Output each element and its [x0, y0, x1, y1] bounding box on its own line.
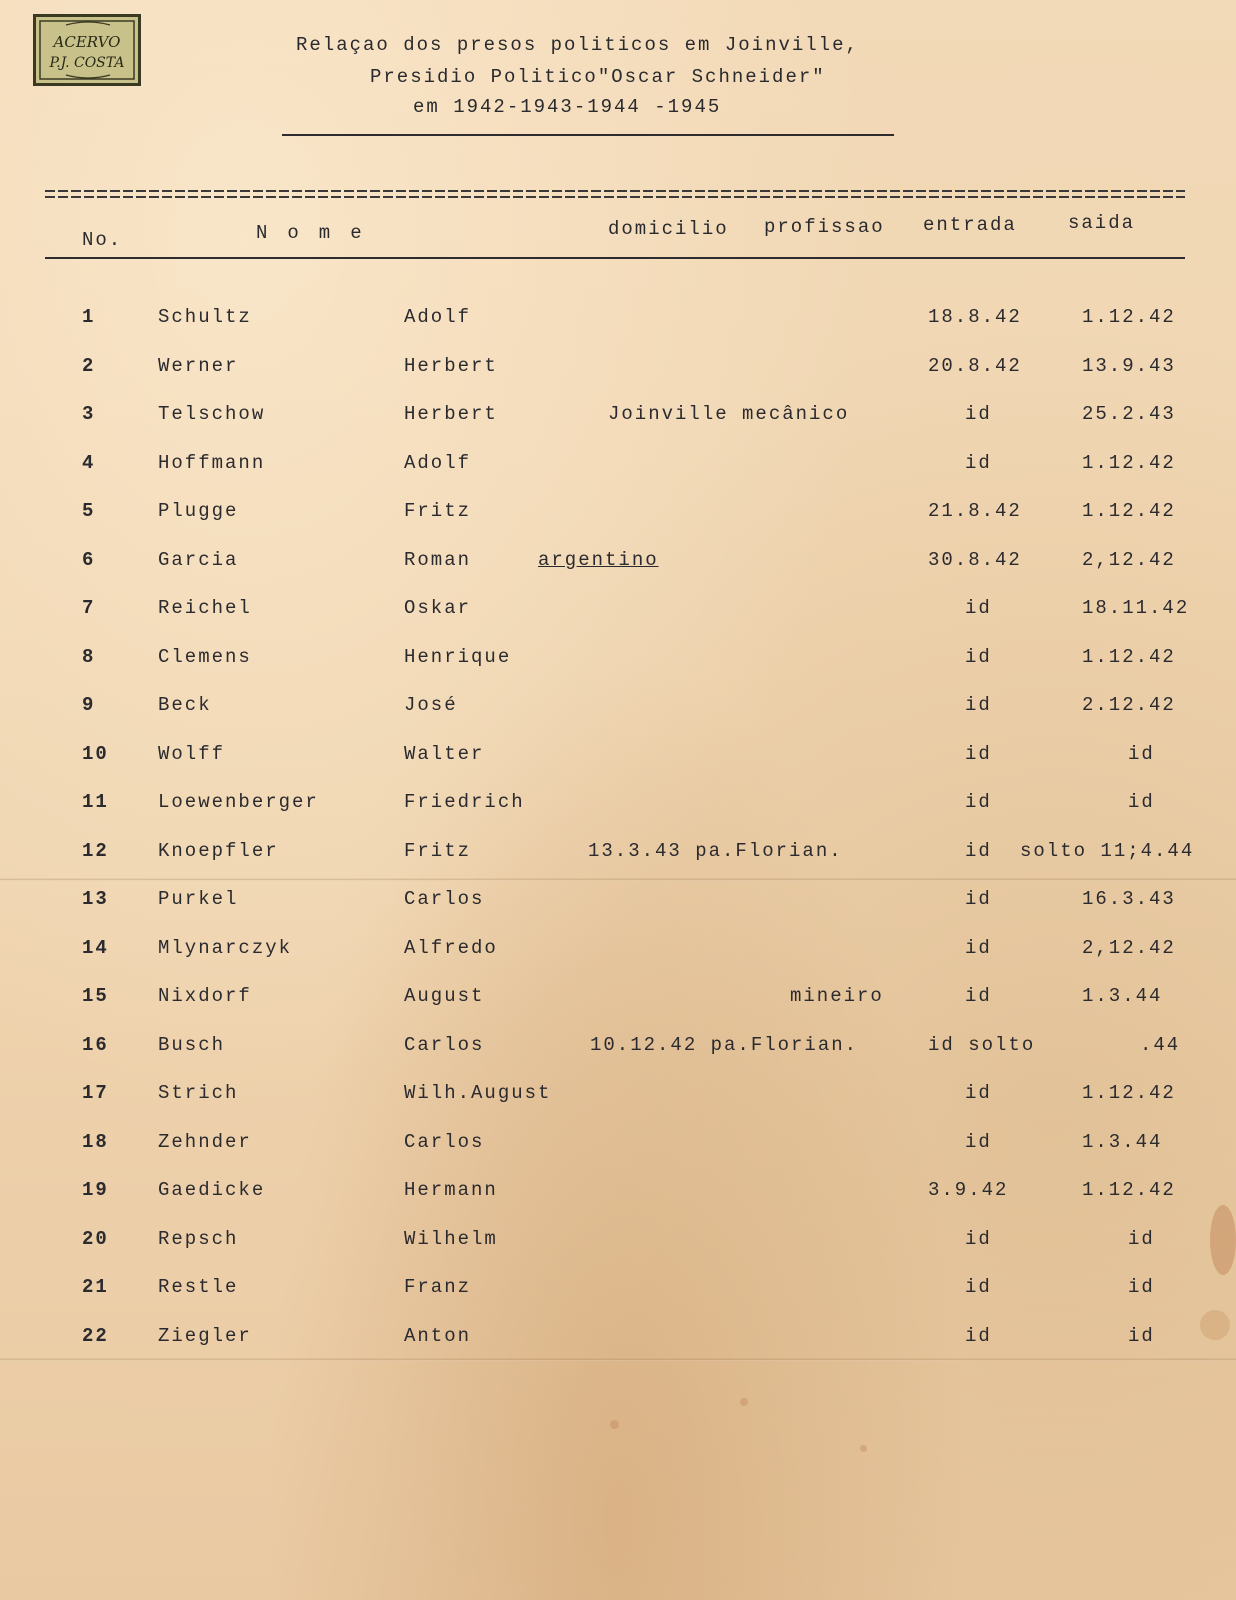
saida-cell: 1.12.42: [1082, 306, 1176, 328]
surname-cell: Nixdorf: [158, 985, 252, 1007]
title-line-3: em 1942-1943-1944 -1945: [413, 96, 722, 118]
first-name-cell: Henrique: [404, 645, 512, 668]
row-number: 20: [82, 1227, 109, 1250]
table-row: [0, 1325, 1236, 1355]
first-name-cell: Oskar: [404, 597, 472, 619]
first-name-cell: Friedrich: [404, 791, 525, 813]
entrada-cell: id: [965, 1324, 992, 1347]
first-name-cell: Roman: [404, 548, 472, 571]
surname-cell: Mlynarczyk: [158, 936, 293, 959]
table-row: [0, 791, 1236, 821]
table-row: [0, 1034, 1236, 1064]
surname-cell: Strich: [158, 1082, 239, 1104]
stamp-line-1: ACERVO: [53, 33, 121, 51]
saida-cell: 13.9.43: [1082, 354, 1176, 377]
row-number: 21: [82, 1276, 109, 1298]
table-row: [0, 500, 1236, 530]
table-row: [0, 1179, 1236, 1209]
surname-cell: Clemens: [158, 645, 252, 668]
table-row: [0, 306, 1236, 336]
entrada-cell: id: [965, 888, 992, 910]
saida-cell: 25.2.43: [1082, 403, 1176, 425]
entrada-cell: 18.8.42: [928, 306, 1022, 328]
surname-cell: Restle: [158, 1276, 239, 1298]
table-row: [0, 355, 1236, 385]
entrada-cell: id: [965, 936, 992, 959]
row-number: 5: [82, 500, 96, 522]
first-name-cell: Carlos: [404, 888, 485, 910]
saida-cell: 1.3.44: [1082, 985, 1163, 1007]
paper-stain: [610, 1420, 619, 1429]
saida-cell: 18.11.42: [1082, 597, 1190, 619]
saida-cell: .44: [1140, 1033, 1181, 1056]
row-number: 16: [82, 1033, 109, 1056]
table-row: [0, 743, 1236, 773]
row-number: 4: [82, 451, 96, 474]
entrada-cell: id: [965, 742, 992, 765]
row-number: 14: [82, 936, 109, 959]
stamp-line-2: P.J. COSTA: [49, 55, 125, 71]
entrada-cell: 30.8.42: [928, 548, 1022, 571]
note-cell: 10.12.42 pa.Florian.: [590, 1033, 859, 1056]
table-row: [0, 597, 1236, 627]
surname-cell: Wolff: [158, 742, 226, 765]
surname-cell: Ziegler: [158, 1324, 252, 1347]
first-name-cell: Adolf: [404, 451, 472, 474]
fold-crease: [0, 878, 1236, 881]
saida-cell: id: [1128, 1227, 1155, 1250]
table-row: [0, 1131, 1236, 1161]
row-number: 9: [82, 694, 96, 716]
saida-cell: id: [1128, 1276, 1155, 1298]
saida-cell: 2,12.42: [1082, 936, 1176, 959]
saida-cell: 2,12.42: [1082, 548, 1176, 571]
first-name-cell: Adolf: [404, 306, 472, 328]
table-row: [0, 452, 1236, 482]
entrada-cell: id: [965, 1082, 992, 1104]
surname-cell: Reichel: [158, 597, 252, 619]
entrada-cell: id: [965, 451, 992, 474]
surname-cell: Knoepfler: [158, 839, 279, 862]
first-name-cell: Walter: [404, 742, 485, 765]
first-name-cell: Anton: [404, 1324, 472, 1347]
first-name-cell: Franz: [404, 1276, 472, 1298]
entrada-cell: id: [965, 1227, 992, 1250]
note-cell: argentino: [538, 548, 659, 571]
row-number: 10: [82, 742, 109, 765]
table-row: [0, 549, 1236, 579]
note-cell: Joinville mecânico: [608, 403, 850, 425]
row-number: 3: [82, 403, 96, 425]
row-number: 2: [82, 354, 96, 377]
entrada-cell: id: [965, 1276, 992, 1298]
table-row: [0, 646, 1236, 676]
column-header-nome: Nome: [256, 222, 382, 244]
saida-cell: 16.3.43: [1082, 888, 1176, 910]
first-name-cell: Hermann: [404, 1179, 498, 1201]
table-row: [0, 1082, 1236, 1112]
saida-cell: id: [1128, 1324, 1155, 1347]
surname-cell: Beck: [158, 694, 212, 716]
column-header-profissao: profissao: [764, 216, 885, 238]
surname-cell: Werner: [158, 354, 239, 377]
first-name-cell: Carlos: [404, 1130, 485, 1153]
saida-cell: 1.12.42: [1082, 1082, 1176, 1104]
first-name-cell: Fritz: [404, 500, 472, 522]
saida-cell: id: [1128, 742, 1155, 765]
row-number: 12: [82, 839, 109, 862]
saida-cell: 2.12.42: [1082, 694, 1176, 716]
column-header-entrada: entrada: [923, 214, 1017, 236]
surname-cell: Telschow: [158, 403, 266, 425]
entrada-cell: id: [965, 1130, 992, 1153]
surname-cell: Hoffmann: [158, 451, 266, 474]
first-name-cell: Fritz: [404, 839, 472, 862]
saida-cell: 1.12.42: [1082, 451, 1176, 474]
row-number: 11: [82, 791, 109, 813]
table-row: [0, 1276, 1236, 1306]
header-bottom-rule: [45, 257, 1185, 259]
entrada-cell: id: [965, 597, 992, 619]
table-row: [0, 985, 1236, 1015]
saida-cell: 1.12.42: [1082, 645, 1176, 668]
row-number: 8: [82, 645, 96, 668]
saida-cell: solto 11;4.44: [1020, 839, 1195, 862]
title-line-2: Presidio Politico"Oscar Schneider": [370, 66, 826, 88]
surname-cell: Purkel: [158, 888, 239, 910]
entrada-cell: 21.8.42: [928, 500, 1022, 522]
row-number: 15: [82, 985, 109, 1007]
surname-cell: Gaedicke: [158, 1179, 266, 1201]
entrada-cell: id: [965, 694, 992, 716]
row-number: 6: [82, 548, 96, 571]
column-header-domicilio: domicilio: [608, 218, 729, 240]
surname-cell: Schultz: [158, 306, 252, 328]
fold-crease: [0, 1358, 1236, 1361]
row-number: 22: [82, 1324, 109, 1347]
row-number: 1: [82, 306, 96, 328]
entrada-cell: 3.9.42: [928, 1179, 1009, 1201]
first-name-cell: Herbert: [404, 354, 498, 377]
row-number: 18: [82, 1130, 109, 1153]
note-cell: mineiro: [790, 985, 884, 1007]
paper-stain: [860, 1445, 867, 1452]
first-name-cell: August: [404, 985, 485, 1007]
row-number: 17: [82, 1082, 109, 1104]
entrada-cell: id solto: [928, 1033, 1036, 1056]
saida-cell: 1.12.42: [1082, 500, 1176, 522]
surname-cell: Garcia: [158, 548, 239, 571]
table-row: [0, 840, 1236, 870]
paper-stain: [740, 1398, 748, 1406]
archive-stamp: [33, 14, 141, 86]
saida-cell: id: [1128, 791, 1155, 813]
entrada-cell: id: [965, 985, 992, 1007]
first-name-cell: José: [404, 694, 458, 716]
table-row: [0, 937, 1236, 967]
row-number: 7: [82, 597, 96, 619]
table-row: [0, 1228, 1236, 1258]
saida-cell: 1.3.44: [1082, 1130, 1163, 1153]
surname-cell: Plugge: [158, 500, 239, 522]
entrada-cell: 20.8.42: [928, 354, 1022, 377]
entrada-cell: id: [965, 791, 992, 813]
header-double-rule: [45, 190, 1185, 198]
note-cell: 13.3.43 pa.Florian.: [588, 839, 843, 862]
entrada-cell: id: [965, 403, 992, 425]
table-row: [0, 694, 1236, 724]
surname-cell: Zehnder: [158, 1130, 252, 1153]
column-header-no: No.: [82, 229, 123, 251]
first-name-cell: Alfredo: [404, 936, 498, 959]
first-name-cell: Carlos: [404, 1033, 485, 1056]
title-line-1: Relaçao dos presos politicos em Joinville,: [296, 34, 859, 56]
first-name-cell: Herbert: [404, 403, 498, 425]
first-name-cell: Wilhelm: [404, 1227, 498, 1250]
column-header-saida: saida: [1068, 212, 1136, 234]
row-number: 19: [82, 1179, 109, 1201]
surname-cell: Loewenberger: [158, 791, 319, 813]
table-row: [0, 888, 1236, 918]
row-number: 13: [82, 888, 109, 910]
table-row: [0, 403, 1236, 433]
saida-cell: 1.12.42: [1082, 1179, 1176, 1201]
surname-cell: Repsch: [158, 1227, 239, 1250]
first-name-cell: Wilh.August: [404, 1082, 552, 1104]
surname-cell: Busch: [158, 1033, 226, 1056]
entrada-cell: id: [965, 645, 992, 668]
title-underline: [282, 134, 894, 136]
entrada-cell: id: [965, 839, 992, 862]
